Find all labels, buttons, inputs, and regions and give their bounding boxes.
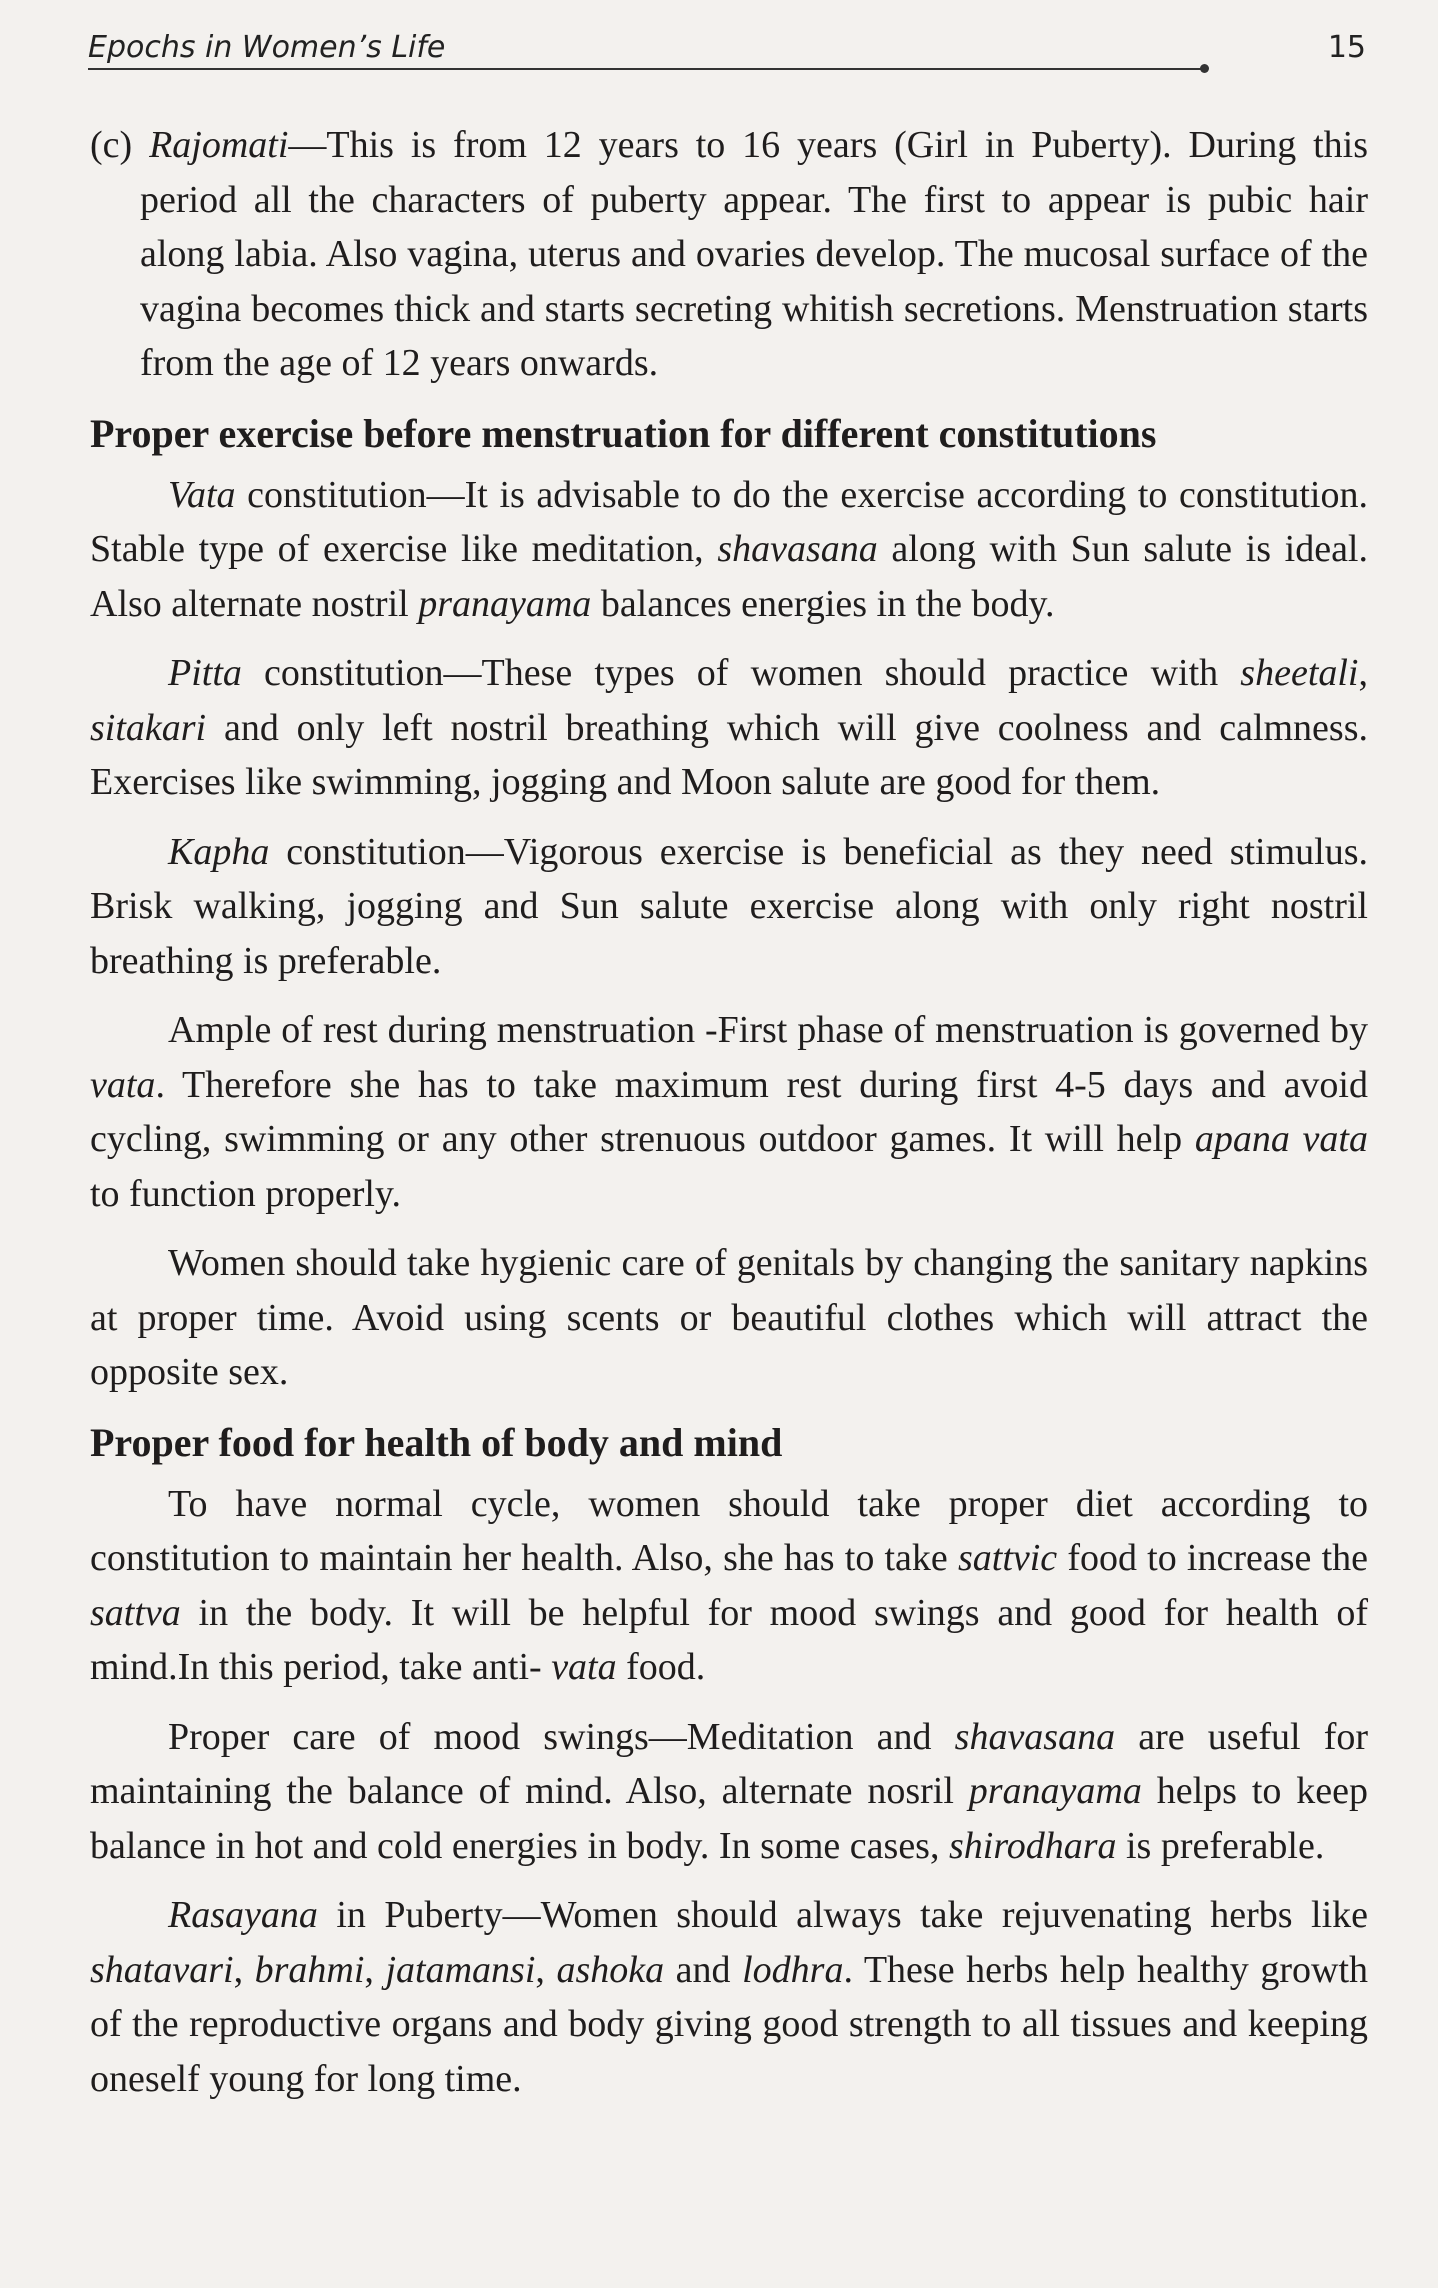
italic-term: shavasana: [717, 528, 878, 570]
paragraph-text: food.: [616, 1646, 706, 1688]
paragraph-text: to function properly.: [90, 1172, 401, 1215]
paragraph-text: constitution—These types of women should practice with: [241, 652, 1241, 694]
running-title: Epochs in Women’s Life: [88, 30, 446, 65]
paragraph-text: Ample of rest during menstruation -First phase of menstruation is governed by: [168, 1009, 1368, 1051]
paragraph-text: food to increase the: [1057, 1537, 1368, 1579]
italic-term: shirodhara: [948, 1824, 1117, 1867]
paragraph-diet: [90, 1477, 1368, 1695]
term-rajomati: Rajomati: [149, 124, 289, 166]
item-marker: (c): [90, 124, 150, 166]
italic-term: sattva: [90, 1591, 181, 1634]
italic-term: shavasana: [954, 1715, 1116, 1758]
paragraph-text: along with Sun salute is ideal. Also alternate nostril: [90, 528, 1368, 625]
italic-term: vata: [90, 1063, 156, 1106]
paragraph-pitta: [90, 646, 1368, 810]
italic-term: sattvic: [957, 1537, 1058, 1579]
italic-term: apana vata: [1194, 1118, 1368, 1160]
italic-term: pranayama: [968, 1770, 1142, 1812]
italic-term: brahmi: [254, 1948, 365, 1991]
paragraph-text: and only left nostril breathing which will give coolness and calmness. Exercises like swimming, jogging and Moon salute are good for them.: [90, 706, 1368, 803]
italic-term: ashoka: [556, 1948, 665, 1991]
italic-term: sheetali: [1240, 652, 1359, 694]
paragraph-text: constitution—Vigorous exercise is beneficial as they need stimulus. Brisk walking, jogging and Sun salute exercise along with only right nostril breathing is preferable.: [90, 830, 1368, 982]
paragraph-text: helps to keep balance in hot and cold energies in body. In some cases,: [90, 1770, 1368, 1867]
paragraph-text: constitution—It is advisable to do the exercise according to constitution. Stable type of exercise like meditation,: [90, 473, 1368, 570]
page-body: [90, 118, 1368, 2121]
header-rule: [88, 68, 1208, 70]
paragraph-rest: [90, 1003, 1368, 1221]
paragraph-mood: [90, 1710, 1368, 1874]
paragraph-text: in Puberty—Women should always take rejuvenating herbs like: [317, 1894, 1368, 1936]
paragraph-text: is preferable.: [1116, 1824, 1325, 1867]
italic-term: shatavari: [90, 1948, 234, 1991]
paragraph-rasayana: [90, 1888, 1368, 2106]
paragraph-text: and: [664, 1948, 743, 1991]
header-rule-dot: [1200, 64, 1209, 73]
term-vata: Vata: [168, 473, 236, 516]
paragraph-text: To have normal cycle, women should take proper diet according to constitution to maintain her health. Also, she has to take: [90, 1482, 1368, 1579]
term-rasayana: Rasayana: [168, 1894, 318, 1936]
paragraph-text: Proper care of mood swings—Meditation and: [168, 1715, 955, 1758]
paragraph-vata: [90, 468, 1368, 632]
italic-term: lodhra: [742, 1948, 844, 1991]
paragraph-text: ,: [233, 1948, 255, 1991]
page-number: 15: [1327, 30, 1366, 65]
italic-term: jatamansi: [385, 1948, 536, 1991]
paragraph-text: . Therefore she has to take maximum rest during first 4-5 days and avoid cycling, swimming or any other strenuous outdoor games. It will help: [90, 1063, 1368, 1160]
term-kapha: Kapha: [168, 830, 270, 873]
paragraph-text: ,: [1358, 652, 1368, 694]
italic-term: vata: [551, 1646, 617, 1688]
running-header: [88, 26, 1366, 74]
paragraph-text: ,: [535, 1948, 557, 1991]
section-heading-food: Proper food for health of body and mind: [90, 1419, 783, 1465]
italic-term: sitakari: [90, 706, 207, 749]
paragraph-text: —This is from 12 years to 16 years (Girl in Puberty). During this period all the characters of puberty appear. The first to appear is pubic hair along labia. Also vagina, uterus and ovaries develop. The mucosal surface of the vagina becomes thick and starts secreting whitish secretions. Menstruation starts from the age of 12 years onwards.: [140, 124, 1368, 384]
paragraph-text: balances energies in the body.: [591, 582, 1055, 625]
paragraph-kapha: [90, 825, 1368, 989]
paragraph-hygiene: Women should take hygienic care of genitals by changing the sanitary napkins at proper time. Avoid using scents or beautiful clothes which will attract the opposite sex.: [90, 1242, 1368, 1393]
paragraph-text: in the body. It will be helpful for mood swings and good for health of mind.In this period, take anti-: [90, 1591, 1368, 1688]
italic-term: pranayama: [418, 582, 592, 625]
paragraph-rajomati: [90, 118, 1368, 391]
section-heading-exercise: Proper exercise before menstruation for different constitutions: [90, 410, 1157, 456]
term-pitta: Pitta: [168, 652, 242, 694]
paragraph-text: are useful for maintaining the balance of mind. Also, alternate nosril: [90, 1715, 1369, 1812]
paragraph-text: ,: [364, 1948, 386, 1991]
paragraph-text: . These herbs help healthy growth of the reproductive organs and body giving good strength to all tissues and keeping oneself young for long time.: [90, 1948, 1369, 2100]
